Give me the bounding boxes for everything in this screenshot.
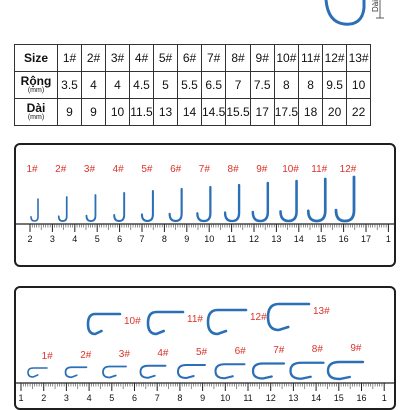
hook-size-label: 2#: [55, 164, 67, 175]
ruler-tick-label: 10: [220, 393, 231, 403]
size-table-cell: 12#: [323, 45, 347, 72]
ruler-tick-label: 16: [338, 234, 349, 244]
hook-size-label: 5#: [141, 164, 153, 175]
ruler-tick-label: 15: [333, 393, 344, 403]
ruler-tick-label: 3: [49, 234, 55, 244]
size-table-cell: 13: [154, 99, 178, 126]
size-table-cell: 4.5: [130, 72, 154, 99]
size-table-cell: 14: [178, 99, 202, 126]
fishing-hook-icon: [208, 310, 246, 334]
size-table-cell: 7.5: [250, 72, 274, 99]
fishing-hook-icon: [216, 364, 245, 378]
size-table-cell: 17.5: [274, 99, 298, 126]
size-table-cell: 2#: [82, 45, 106, 72]
size-table-cell: 7: [226, 72, 250, 99]
hook-size-label: 6#: [234, 346, 246, 357]
fishing-hook-icon: [88, 314, 120, 334]
hook-dimension-diagram: [318, 0, 388, 36]
fishing-hook-icon: [197, 187, 210, 221]
size-table-cell: 6#: [178, 45, 202, 72]
ruler-tick-label: 13: [288, 393, 299, 403]
ruler-tick-label: 11: [243, 393, 253, 403]
ruler-tick-label: 2: [27, 234, 33, 244]
hook-size-label: 11#: [187, 314, 203, 325]
ruler-tick-label: 1: [381, 393, 387, 403]
length-header: [15, 99, 58, 126]
size-table-cell: 3.5: [58, 72, 82, 99]
size-header: Size: [15, 45, 58, 72]
size-row: [15, 45, 371, 72]
ruler-tick-label: 17: [360, 234, 372, 244]
size-table-cell: 17: [250, 99, 274, 126]
size-table-cell: 11#: [299, 45, 323, 72]
fishing-hook-icon: [59, 197, 67, 221]
fishing-hook-icon: [291, 363, 324, 379]
hook-size-label: 10#: [124, 316, 141, 327]
fishing-hook-icon: [328, 362, 363, 379]
ruler-tick-label: 12: [248, 234, 260, 244]
hook-size-label: 11#: [311, 164, 328, 175]
ruler-tick-label: 7: [154, 393, 160, 403]
hook-size-label: 9#: [256, 164, 268, 175]
size-table-cell: 4: [82, 72, 106, 99]
ruler-tick-label: 13: [271, 234, 282, 244]
fishing-hook-icon: [141, 366, 166, 378]
hook-size-label: 8#: [227, 164, 239, 175]
ruler-tick-label: 14: [311, 393, 322, 403]
hook-size-label: 6#: [170, 164, 182, 175]
size-table-cell: 3#: [106, 45, 130, 72]
hook-size-label: 3#: [83, 164, 96, 175]
ruler-tick-label: 11: [226, 234, 237, 244]
size-table-cell: 13#: [347, 45, 371, 72]
size-table-cell: 9: [58, 99, 82, 126]
length-label: Dài: [371, 0, 380, 12]
fishing-hook-icon: [308, 179, 325, 221]
size-table-cell: 1#: [58, 45, 82, 72]
fishing-hook-icon: [86, 195, 95, 221]
fishing-hook-icon: [28, 368, 47, 377]
length-unit: (mm): [27, 114, 45, 121]
hook-size-label: 9#: [350, 343, 362, 354]
ruler-tick-label: 6: [117, 234, 123, 244]
size-table-cell: 6.5: [202, 72, 226, 99]
ruler-tick-label: 5: [109, 393, 115, 403]
fishing-hook-icon: [178, 365, 205, 378]
fishing-hook-icon: [225, 185, 239, 221]
size-table-cell: 22: [347, 99, 371, 126]
fishing-hook-icon: [31, 199, 38, 221]
fishing-hook-icon: [281, 181, 297, 221]
ruler-tick-label: 12: [265, 393, 276, 403]
hook-size-label: 2#: [80, 350, 92, 361]
size-table-cell: 4: [106, 72, 130, 99]
size-table-cell: 10: [106, 99, 130, 126]
size-table-cell: 5.5: [178, 72, 202, 99]
width-label: Rộng: [20, 74, 52, 88]
width-header: [15, 72, 58, 99]
hook-size-label: 7#: [198, 164, 210, 175]
ruler-tick-label: 4: [72, 234, 78, 244]
ruler-panel-all-hooks: [14, 286, 396, 410]
hook-size-label: 12#: [339, 164, 357, 175]
ruler-panel-small-hooks: [14, 143, 396, 267]
hook-size-label: 7#: [273, 345, 285, 356]
size-table-cell: 20: [323, 99, 347, 126]
ruler-tick-label: 2: [41, 393, 47, 403]
hook-size-label: 4#: [157, 348, 169, 359]
size-table-cell: 15.5: [226, 99, 250, 126]
fishing-hook-icon: [148, 312, 183, 334]
fishing-hook-icon: [66, 367, 87, 377]
width-row: [15, 72, 371, 99]
size-table-cell: 10#: [274, 45, 298, 72]
fishing-hook-icon: [268, 304, 309, 330]
hook-size-label: 5#: [195, 347, 208, 358]
hook-size-label: 10#: [282, 164, 299, 175]
hook-size-label: 12#: [250, 312, 267, 323]
size-table: [14, 44, 371, 126]
size-table-cell: 5#: [154, 45, 178, 72]
fishing-hook-icon: [103, 367, 126, 378]
size-table-cell: 9: [82, 99, 106, 126]
ruler-tick-label: 14: [293, 234, 304, 244]
ruler-tick-label: 4: [86, 393, 92, 403]
size-table-cell: 8: [299, 72, 323, 99]
hook-size-label: 8#: [311, 344, 323, 355]
size-table-cell: 4#: [130, 45, 154, 72]
length-row: [15, 99, 371, 126]
ruler-tick-label: 9: [184, 234, 190, 244]
fishing-hook-icon: [253, 183, 268, 221]
ruler-tick-label: 15: [316, 234, 327, 244]
hook-size-label: 13#: [313, 306, 330, 317]
hook-size-label: 1#: [41, 351, 53, 362]
hook-size-label: 4#: [112, 164, 124, 175]
size-table-cell: 9.5: [323, 72, 347, 99]
size-table-cell: 14.5: [202, 99, 226, 126]
hook-shape-icon: [326, 0, 364, 24]
ruler-tick-label: 8: [161, 234, 167, 244]
fishing-hook-icon: [336, 177, 354, 221]
length-label: Dài: [26, 101, 46, 115]
fishing-hook-icon: [142, 191, 153, 221]
ruler-tick-label: 1: [18, 393, 24, 403]
ruler-tick-label: 5: [94, 234, 100, 244]
size-table-cell: 8: [274, 72, 298, 99]
ruler-tick-label: 10: [204, 234, 215, 244]
ruler-1-drawing: [16, 145, 394, 265]
width-unit: (mm): [27, 87, 45, 94]
ruler-tick-label: 9: [200, 393, 206, 403]
size-table-cell: 10: [347, 72, 371, 99]
fishing-hook-icon: [114, 193, 124, 221]
hook-size-label: 1#: [26, 164, 38, 175]
fishing-hook-icon: [170, 189, 182, 221]
size-table-cell: 18: [299, 99, 323, 126]
size-table-cell: 7#: [202, 45, 226, 72]
size-table-cell: 11.5: [130, 99, 154, 126]
ruler-tick-label: 6: [131, 393, 138, 403]
ruler-tick-label: 16: [356, 393, 367, 403]
size-table-cell: 9#: [250, 45, 274, 72]
hook-size-label: 3#: [118, 349, 130, 360]
ruler-2-drawing: [16, 288, 394, 408]
ruler-tick-label: 3: [63, 393, 69, 403]
ruler-tick-label: 7: [139, 234, 145, 244]
fishing-hook-icon: [253, 364, 284, 379]
size-table-cell: 5: [154, 72, 178, 99]
ruler-tick-label: 8: [177, 393, 183, 403]
size-table-cell: 8#: [226, 45, 250, 72]
ruler-tick-label: 1: [385, 234, 391, 244]
